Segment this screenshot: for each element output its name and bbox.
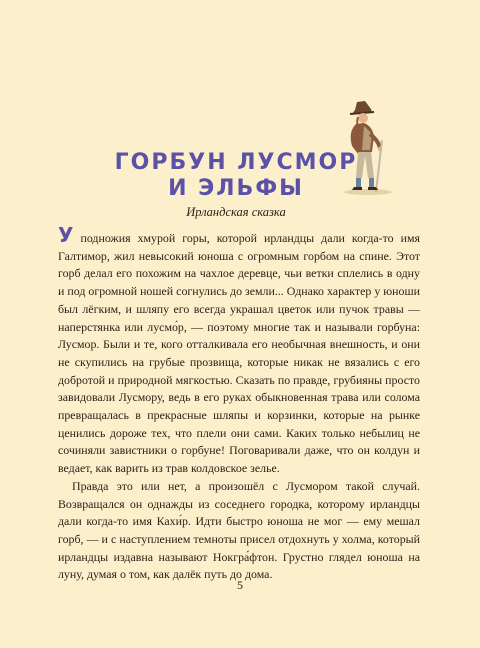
title-line-2: И ЭЛЬФЫ (168, 176, 304, 201)
story-title (100, 150, 372, 202)
paragraph (58, 223, 420, 478)
story-body (58, 223, 420, 584)
page-number: 5 (237, 578, 243, 592)
paragraph-text: подножия хмурой горы, которой ирландцы дали когда-то имя Галтимор, жил невысокий юноша с огромным горбом на спине. Этот горб делал его похожим на чахлое деревце, чьи ветки сплелись в одну и под огромной ношей согнулись до земли... Однако характер у юноши был лёгким, и шляпу его всегда украшал цветок или пучок травы — наперстянка или лусмо́р, — поэтому многие так и называли горбуна: Лусмор. Были и те, кого отталкивала его необычная внешность, и они не скупились на грубые прозвища, которые никак не вязались с его добротой и природной мягкостью. Сказать по правде, грубияны просто завидовали Лусмору, ведь в его руках обыкновенная трава или солома превращалась в прекрасные шляпы и корзинки, которые на рынке ценились дороже тех, что плели они сами. Каких только небылиц не сочиняли завистники о горбуне! Поговаривали даже, что он колдун и ведает, как варить из трав колдовское зелье. (58, 231, 420, 476)
hunchback-illustration (338, 96, 400, 201)
title-line-1: ГОРБУН ЛУСМОР (114, 150, 358, 175)
paragraph-text: Правда это или нет, а произошёл с Лусмором такой случай. Возвращался он однажды из соседнего городка, которому ирландцы дали когда-то имя Кахи́р. Идти быстро юноша не мог — ему мешал горб, — и с наступлением темноты присел отдохнуть у холма, который ирландцы издавна называют Нокгра́фтон. Грустно глядел юноша на луну, думая о том, как далёк путь до дома. (58, 478, 420, 582)
paragraph (58, 478, 420, 584)
story-subtitle: Ирландская сказка (186, 205, 286, 219)
drop-cap: У (58, 223, 74, 247)
